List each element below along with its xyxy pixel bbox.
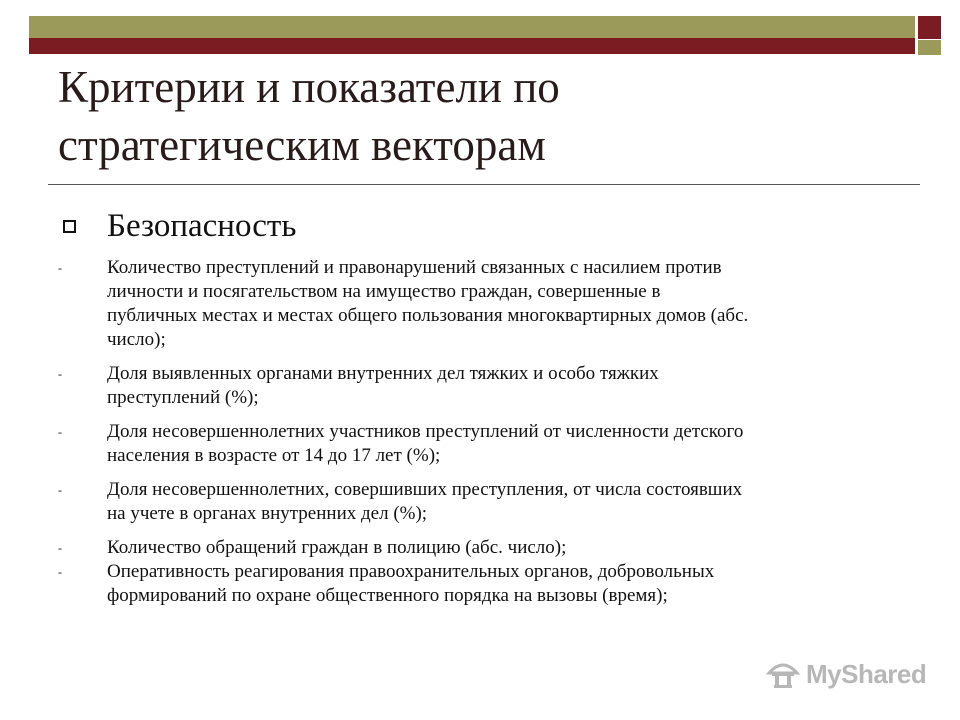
list-item-line: Количество обращений граждан в полицию (абс. число); — [107, 537, 567, 558]
list-item-line: формирований по охране общественного порядка на вызовы (время); — [107, 585, 668, 606]
dash-bullet-icon: - — [58, 425, 62, 439]
list-item-line: населения в возрасте от 14 до 17 лет (%); — [107, 445, 441, 466]
mushroom-logo-icon — [766, 659, 800, 689]
header-bar-burgundy — [29, 38, 915, 54]
header-bar-olive — [29, 16, 915, 38]
list-item — [58, 478, 908, 526]
watermark — [766, 658, 926, 690]
dash-bullet-icon: - — [58, 541, 62, 555]
title-divider — [48, 184, 920, 185]
list-item — [58, 362, 908, 410]
list-item-line: личности и посягательством на имущество граждан, совершенные в — [107, 281, 661, 302]
list-item-line: на учете в органах внутренних дел (%); — [107, 503, 428, 524]
hollow-square-bullet-icon — [63, 220, 76, 233]
list-item-line: Доля несовершеннолетних участников преступлений от численности детского — [107, 421, 744, 442]
watermark-text: MyShared — [806, 658, 927, 689]
header-corner-square-olive — [918, 40, 941, 55]
list-item — [58, 256, 908, 352]
dash-bullet-icon: - — [58, 565, 62, 579]
list-item-line: Доля выявленных органами внутренних дел тяжких и особо тяжких — [107, 363, 659, 384]
list-item — [58, 420, 908, 468]
dash-bullet-icon: - — [58, 483, 62, 497]
header-corner-square-burgundy — [918, 16, 941, 39]
list-item-line: число); — [107, 329, 166, 350]
criteria-list — [58, 256, 908, 608]
list-item-line: Оперативность реагирования правоохранительных органов, добровольных — [107, 561, 715, 582]
list-item-line: Количество преступлений и правонарушений связанных с насилием против — [107, 257, 722, 278]
list-item — [58, 536, 908, 560]
dash-bullet-icon: - — [58, 367, 62, 381]
list-item-line: преступлений (%); — [107, 387, 259, 408]
list-item-line: публичных местах и местах общего пользования многоквартирных домов (абс. — [107, 305, 749, 326]
slide-title-line-2: стратегическим векторам — [58, 120, 546, 170]
slide-title — [58, 58, 898, 174]
section-title: Безопасность — [107, 208, 297, 244]
list-item-line: Доля несовершеннолетних, совершивших преступления, от числа состоявших — [107, 479, 743, 500]
slide-title-line-1: Критерии и показатели по — [58, 62, 560, 112]
dash-bullet-icon: - — [58, 261, 62, 275]
list-item — [58, 560, 908, 608]
